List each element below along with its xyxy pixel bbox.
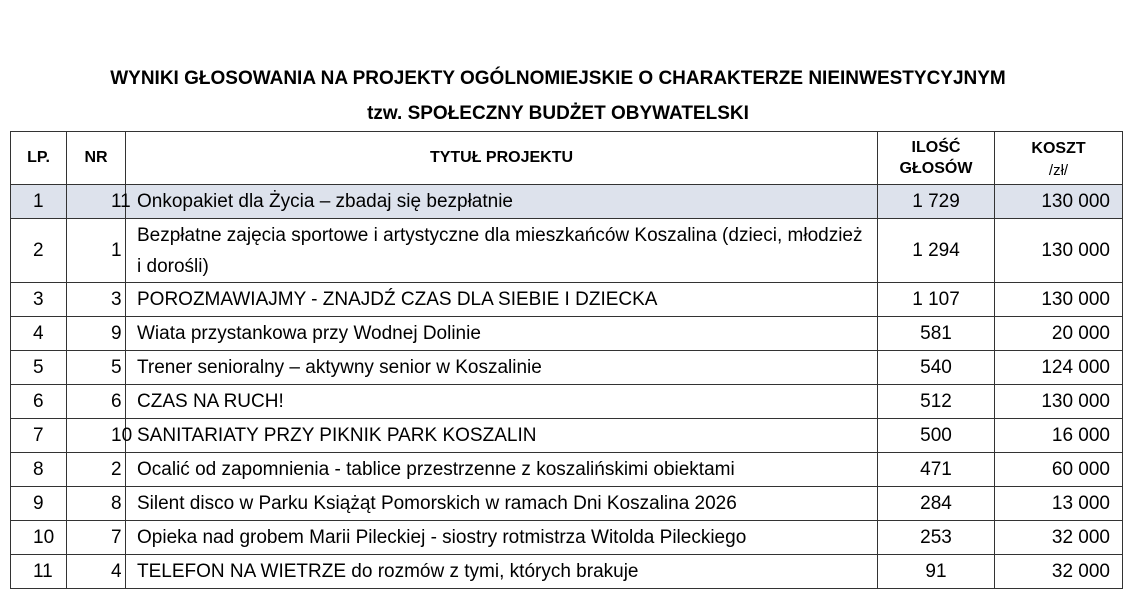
cell-lp: 11 bbox=[11, 555, 67, 589]
table-row bbox=[11, 283, 1123, 317]
cell-title: CZAS NA RUCH! bbox=[126, 385, 878, 419]
cell-lp: 7 bbox=[11, 419, 67, 453]
table-row bbox=[11, 317, 1123, 351]
cell-cost: 16 000 bbox=[995, 419, 1123, 453]
cell-nr: 8 bbox=[67, 487, 126, 521]
document-subtitle: tzw. SPOŁECZNY BUDŻET OBYWATELSKI bbox=[367, 103, 749, 124]
table-row bbox=[11, 555, 1123, 589]
header-title: TYTUŁ PROJEKTU bbox=[126, 132, 878, 185]
header-cost bbox=[995, 132, 1123, 185]
cell-lp: 8 bbox=[11, 453, 67, 487]
table-row bbox=[11, 521, 1123, 555]
cell-nr: 1 bbox=[67, 219, 126, 283]
cell-nr: 6 bbox=[67, 385, 126, 419]
cell-cost: 130 000 bbox=[995, 219, 1123, 283]
cell-cost: 124 000 bbox=[995, 351, 1123, 385]
cell-lp: 4 bbox=[11, 317, 67, 351]
cell-votes: 581 bbox=[878, 317, 995, 351]
cell-votes: 1 107 bbox=[878, 283, 995, 317]
table-row bbox=[11, 487, 1123, 521]
cell-cost: 13 000 bbox=[995, 487, 1123, 521]
cell-lp: 5 bbox=[11, 351, 67, 385]
cell-nr: 10 bbox=[67, 419, 126, 453]
cell-votes: 1 729 bbox=[878, 185, 995, 219]
cell-title: Trener senioralny – aktywny senior w Koszalinie bbox=[126, 351, 878, 385]
table-header-row bbox=[11, 132, 1123, 185]
cell-votes: 284 bbox=[878, 487, 995, 521]
cell-lp: 2 bbox=[11, 219, 67, 283]
cell-cost: 32 000 bbox=[995, 521, 1123, 555]
header-votes bbox=[878, 132, 995, 185]
cell-title: Bezpłatne zajęcia sportowe i artystyczne dla mieszkańców Koszalina (dzieci, młodzież i dorośli) bbox=[126, 219, 878, 283]
cell-nr: 9 bbox=[67, 317, 126, 351]
cell-nr: 11 bbox=[67, 185, 126, 219]
cell-nr: 4 bbox=[67, 555, 126, 589]
table-row bbox=[11, 385, 1123, 419]
cell-title: Ocalić od zapomnienia - tablice przestrzenne z koszalińskimi obiektami bbox=[126, 453, 878, 487]
cell-cost: 60 000 bbox=[995, 453, 1123, 487]
cell-cost: 130 000 bbox=[995, 385, 1123, 419]
cell-votes: 471 bbox=[878, 453, 995, 487]
header-votes-line2: GŁOSÓW bbox=[899, 160, 973, 177]
cell-votes: 500 bbox=[878, 419, 995, 453]
cell-title: Silent disco w Parku Książąt Pomorskich w ramach Dni Koszalina 2026 bbox=[126, 487, 878, 521]
header-cost-line1: KOSZT bbox=[1031, 139, 1086, 157]
cell-title: TELEFON NA WIETRZE do rozmów z tymi, których brakuje bbox=[126, 555, 878, 589]
cell-nr: 5 bbox=[67, 351, 126, 385]
cell-lp: 10 bbox=[11, 521, 67, 555]
table-row bbox=[11, 185, 1123, 219]
document-title: WYNIKI GŁOSOWANIA NA PROJEKTY OGÓLNOMIEJSKIE O CHARAKTERZE NIEINWESTYCYJNYM bbox=[110, 68, 1006, 89]
results-table bbox=[10, 131, 1123, 589]
cell-lp: 6 bbox=[11, 385, 67, 419]
header-cost-unit: /zł/ bbox=[1048, 161, 1069, 179]
cell-nr: 2 bbox=[67, 453, 126, 487]
table-row bbox=[11, 419, 1123, 453]
cell-title: Onkopakiet dla Życia – zbadaj się bezpłatnie bbox=[126, 185, 878, 219]
cell-votes: 1 294 bbox=[878, 219, 995, 283]
cell-lp: 3 bbox=[11, 283, 67, 317]
cell-title: SANITARIATY PRZY PIKNIK PARK KOSZALIN bbox=[126, 419, 878, 453]
cell-cost: 130 000 bbox=[995, 185, 1123, 219]
cell-nr: 7 bbox=[67, 521, 126, 555]
cell-cost: 20 000 bbox=[995, 317, 1123, 351]
cell-title: Wiata przystankowa przy Wodnej Dolinie bbox=[126, 317, 878, 351]
cell-votes: 91 bbox=[878, 555, 995, 589]
table-row bbox=[11, 453, 1123, 487]
cell-lp: 9 bbox=[11, 487, 67, 521]
table-row bbox=[11, 351, 1123, 385]
table-row bbox=[11, 219, 1123, 283]
header-lp: LP. bbox=[11, 132, 67, 185]
cell-nr: 3 bbox=[67, 283, 126, 317]
cell-cost: 130 000 bbox=[995, 283, 1123, 317]
header-nr: NR bbox=[67, 132, 126, 185]
cell-votes: 253 bbox=[878, 521, 995, 555]
cell-votes: 540 bbox=[878, 351, 995, 385]
cell-cost: 32 000 bbox=[995, 555, 1123, 589]
cell-votes: 512 bbox=[878, 385, 995, 419]
cell-lp: 1 bbox=[11, 185, 67, 219]
cell-title: POROZMAWIAJMY - ZNAJDŹ CZAS DLA SIEBIE I DZIECKA bbox=[126, 283, 878, 317]
cell-title: Opieka nad grobem Marii Pileckiej - siostry rotmistrza Witolda Pileckiego bbox=[126, 521, 878, 555]
header-votes-line1: ILOŚĆ bbox=[911, 139, 961, 156]
